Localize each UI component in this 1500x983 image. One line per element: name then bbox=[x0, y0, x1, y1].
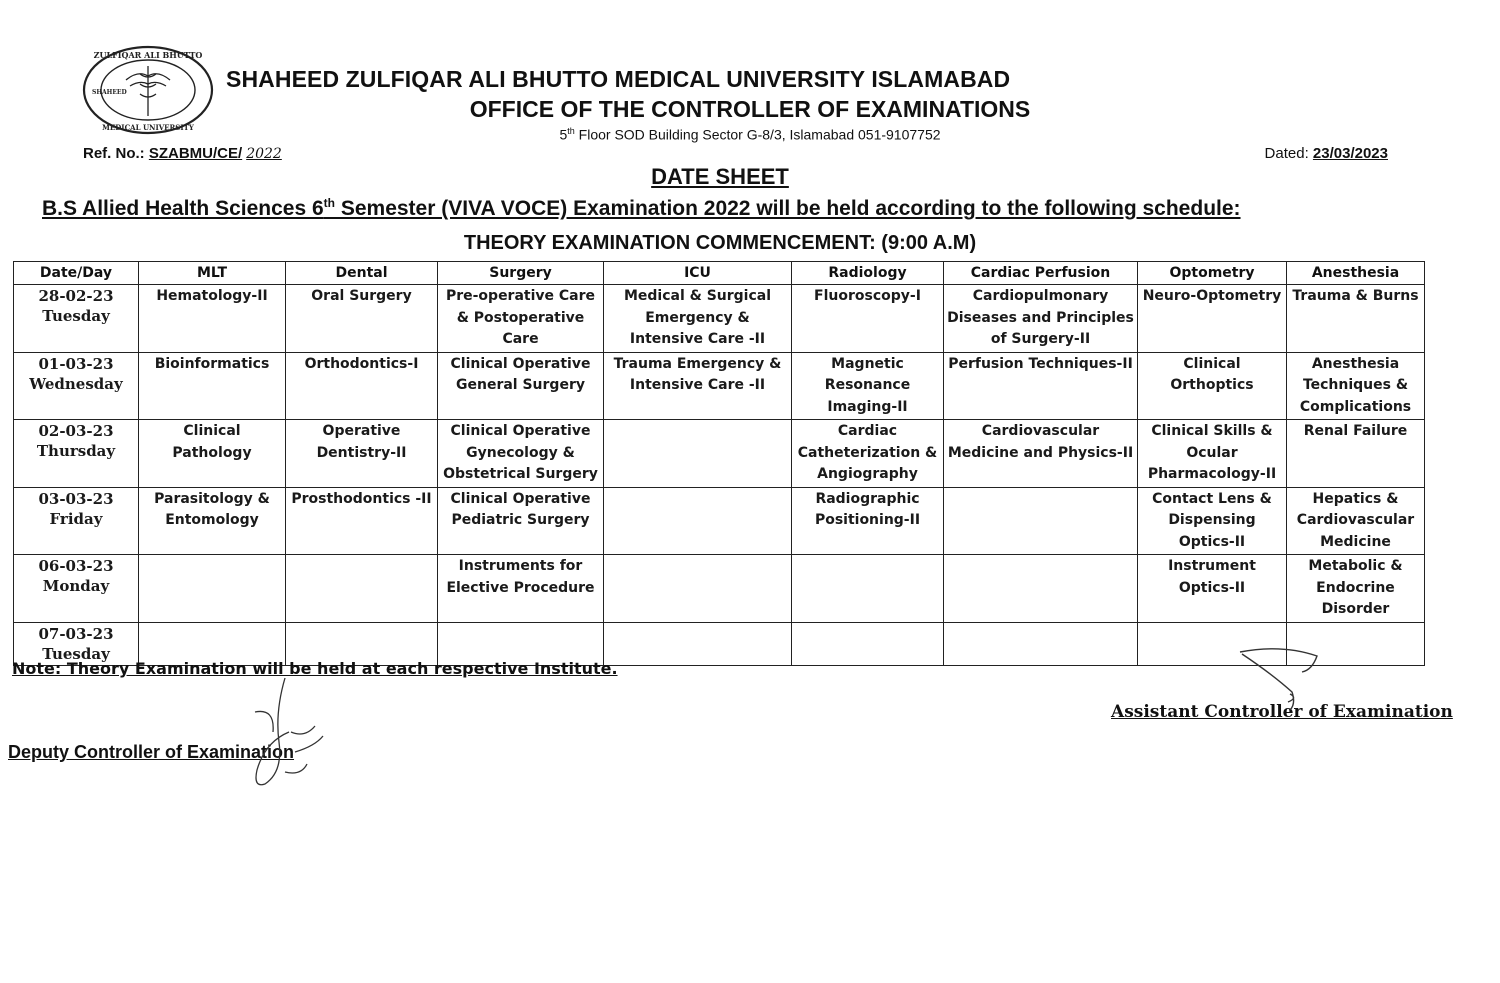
subject-line: Perfusion Techniques-II bbox=[948, 355, 1133, 372]
column-header: Dental bbox=[286, 262, 438, 285]
address-rest: Floor SOD Building Sector G-8/3, Islamabad 051-9107752 bbox=[574, 126, 941, 143]
date-day-cell bbox=[14, 420, 139, 488]
column-header: Surgery bbox=[438, 262, 604, 285]
column-header: ICU bbox=[604, 262, 792, 285]
subject-line: Care bbox=[502, 331, 539, 347]
subject-cell bbox=[139, 555, 286, 623]
subject-line: Clinical Operative bbox=[450, 490, 591, 507]
subject-line: Prosthodontics -II bbox=[291, 490, 432, 507]
office-address bbox=[400, 126, 1100, 143]
subject-line: Trauma Emergency & bbox=[613, 355, 782, 372]
column-header: Cardiac Perfusion bbox=[944, 262, 1138, 285]
subject-line: Optics-II bbox=[1178, 533, 1246, 550]
subject-cell bbox=[792, 622, 944, 665]
subject-line: Endocrine bbox=[1316, 579, 1395, 596]
subject-line: Operative bbox=[322, 423, 401, 439]
deputy-signature-scribble bbox=[245, 672, 335, 792]
subject-cell bbox=[944, 555, 1138, 623]
subject-line: Clinical bbox=[183, 423, 241, 439]
subtitle-part2: Semester (VIVA VOCE) Examination 2022 will be held according to the following schedule: bbox=[335, 197, 1241, 220]
subject-cell bbox=[438, 285, 604, 353]
subject-line: Medicine bbox=[1320, 533, 1391, 550]
exam-day: Friday bbox=[49, 509, 103, 528]
subject-line: Angiography bbox=[817, 466, 918, 482]
subject-cell bbox=[1287, 487, 1425, 555]
subject-line: Instruments for bbox=[458, 558, 583, 574]
subject-line: Gynecology & bbox=[466, 444, 575, 461]
subject-line: Techniques & bbox=[1302, 377, 1409, 393]
subject-line: Clinical Orthoptics bbox=[1170, 355, 1254, 393]
subject-line: Dentistry-II bbox=[316, 444, 407, 461]
subject-cell bbox=[944, 487, 1138, 555]
subject-line: Cardiovascular bbox=[981, 423, 1100, 439]
subject-line: Intensive Care -II bbox=[629, 331, 766, 347]
subject-line: Ocular bbox=[1186, 444, 1238, 461]
subject-line: Imaging-II bbox=[827, 398, 908, 415]
subject-cell bbox=[438, 352, 604, 420]
subject-cell bbox=[944, 352, 1138, 420]
subject-cell bbox=[286, 420, 438, 488]
subject-cell bbox=[1287, 555, 1425, 623]
assistant-controller-signature-label: Assistant Controller of Examination bbox=[1111, 702, 1453, 722]
table-row bbox=[14, 285, 1425, 353]
document-subtitle bbox=[42, 196, 1342, 221]
subject-cell bbox=[792, 555, 944, 623]
reference-number bbox=[83, 145, 282, 162]
subject-cell bbox=[604, 352, 792, 420]
subject-line: Oral Surgery bbox=[311, 288, 412, 304]
subject-line: Contact Lens & bbox=[1152, 490, 1272, 507]
subject-line: Pathology bbox=[172, 444, 252, 461]
subject-line: Clinical Operative bbox=[450, 355, 591, 372]
subject-line: Hepatics & bbox=[1312, 490, 1399, 507]
ref-value: SZABMU/CE/ bbox=[148, 145, 243, 162]
subject-line: Entomology bbox=[165, 512, 259, 528]
university-name: SHAHEED ZULFIQAR ALI BHUTTO MEDICAL UNIVERSITY ISLAMABAD bbox=[226, 66, 1011, 92]
subject-line: Diseases and Principles bbox=[947, 309, 1134, 326]
exam-date: 07-03-23 bbox=[38, 624, 114, 643]
subject-cell bbox=[944, 420, 1138, 488]
date-day-cell bbox=[14, 487, 139, 555]
subject-line: Anesthesia bbox=[1311, 355, 1400, 372]
ref-label: Ref. No.: bbox=[83, 145, 145, 162]
subject-line: Disorder bbox=[1321, 601, 1390, 617]
subject-cell bbox=[438, 487, 604, 555]
date-day-cell bbox=[14, 352, 139, 420]
column-header: Radiology bbox=[792, 262, 944, 285]
subject-cell bbox=[604, 285, 792, 353]
exam-date: 06-03-23 bbox=[38, 557, 114, 575]
subject-cell bbox=[604, 420, 792, 488]
subject-cell bbox=[792, 352, 944, 420]
subject-cell bbox=[792, 420, 944, 488]
subject-cell bbox=[604, 622, 792, 665]
dated-value: 23/03/2023 bbox=[1312, 145, 1388, 162]
subject-line: General Surgery bbox=[456, 377, 585, 393]
subject-cell bbox=[1287, 285, 1425, 353]
subject-line: Metabolic & bbox=[1308, 558, 1403, 574]
subject-line: Fluoroscopy-I bbox=[814, 288, 921, 304]
subject-line: & Postoperative bbox=[456, 309, 585, 326]
subject-line: Magnetic bbox=[831, 355, 904, 372]
deputy-controller-signature-label: Deputy Controller of Examination bbox=[8, 742, 295, 762]
column-header: MLT bbox=[139, 262, 286, 285]
subject-line: Obstetrical Surgery bbox=[443, 466, 598, 482]
table-header-row bbox=[14, 262, 1425, 285]
subject-line: Resonance bbox=[824, 377, 911, 393]
exam-date: 03-03-23 bbox=[38, 489, 114, 508]
subtitle-part1: B.S Allied Health Sciences 6 bbox=[42, 197, 324, 220]
note-text: Note: Theory Examination will be held at each respective Institute. bbox=[12, 659, 618, 678]
subject-cell bbox=[286, 555, 438, 623]
document-title: DATE SHEET bbox=[651, 164, 789, 189]
subject-cell bbox=[438, 555, 604, 623]
subject-line: Medicine and Physics-II bbox=[947, 444, 1134, 461]
subject-line: Intensive Care -II bbox=[629, 377, 766, 393]
subject-cell bbox=[944, 622, 1138, 665]
subject-cell bbox=[1138, 285, 1287, 353]
subject-line: Renal Failure bbox=[1303, 423, 1408, 439]
logo-text-left: SHAHEED bbox=[92, 89, 127, 96]
exam-date: 02-03-23 bbox=[38, 422, 114, 440]
column-header: Optometry bbox=[1138, 262, 1287, 285]
subject-line: Orthodontics-I bbox=[304, 355, 419, 372]
subject-cell bbox=[139, 285, 286, 353]
date-day-cell bbox=[14, 555, 139, 623]
date-sheet-table bbox=[13, 261, 1425, 666]
subject-line: Bioinformatics bbox=[154, 355, 270, 372]
exam-day: Tuesday bbox=[42, 307, 110, 325]
subject-cell bbox=[286, 487, 438, 555]
subject-cell bbox=[1287, 352, 1425, 420]
subject-line: Neuro-Optometry bbox=[1142, 288, 1282, 304]
subject-line: Complications bbox=[1299, 398, 1412, 415]
dated-label: Dated: bbox=[1264, 145, 1309, 162]
subject-line: Emergency & bbox=[645, 309, 750, 326]
subject-cell bbox=[139, 352, 286, 420]
table-row bbox=[14, 352, 1425, 420]
assistant-signature-scribble bbox=[1232, 644, 1332, 714]
subject-line: Instrument bbox=[1168, 558, 1256, 574]
column-header: Anesthesia bbox=[1287, 262, 1425, 285]
subject-line: Optics-II bbox=[1178, 579, 1246, 596]
subject-cell bbox=[438, 420, 604, 488]
subject-cell bbox=[792, 285, 944, 353]
commencement-time: THEORY EXAMINATION COMMENCEMENT: (9:00 A.M) bbox=[463, 232, 977, 254]
subtitle-sup: th bbox=[323, 196, 335, 210]
subject-cell bbox=[1138, 420, 1287, 488]
subject-cell bbox=[604, 487, 792, 555]
office-name: OFFICE OF THE CONTROLLER OF EXAMINATIONS bbox=[469, 96, 1031, 122]
subject-cell bbox=[1138, 352, 1287, 420]
date-day-cell bbox=[14, 285, 139, 353]
subject-cell bbox=[139, 420, 286, 488]
subject-cell bbox=[944, 285, 1138, 353]
exam-day: Wednesday bbox=[29, 374, 123, 393]
logo-text-bottom: MEDICAL UNIVERSITY bbox=[102, 123, 194, 132]
exam-day: Tuesday bbox=[42, 644, 110, 663]
exam-date: 01-03-23 bbox=[38, 354, 114, 373]
subject-line: Hematology-II bbox=[156, 288, 268, 304]
subject-line: Cardiovascular bbox=[1296, 512, 1415, 528]
subject-cell bbox=[286, 285, 438, 353]
subject-line: Radiographic bbox=[815, 490, 920, 507]
subject-cell bbox=[1138, 487, 1287, 555]
table-row bbox=[14, 420, 1425, 488]
subject-line: Catheterization & bbox=[797, 444, 938, 461]
subject-line: Pediatric Surgery bbox=[451, 512, 590, 528]
subject-line: Cardiac bbox=[837, 423, 898, 439]
address-floor-suffix: th bbox=[567, 126, 575, 136]
subject-cell bbox=[139, 487, 286, 555]
subject-cell bbox=[1138, 555, 1287, 623]
ref-handwritten-year: 2022 bbox=[246, 146, 282, 162]
logo-text-top: ZULFIQAR ALI BHUTTO bbox=[93, 50, 203, 60]
address-floor-number: 5 bbox=[559, 126, 568, 143]
subject-line: Pre-operative Care bbox=[445, 288, 596, 304]
subject-line: Trauma & Burns bbox=[1292, 288, 1419, 304]
table-row bbox=[14, 487, 1425, 555]
subject-line: Elective Procedure bbox=[446, 579, 595, 596]
subject-line: Cardiopulmonary bbox=[972, 288, 1109, 304]
exam-date: 28-02-23 bbox=[38, 287, 114, 305]
subject-cell bbox=[792, 487, 944, 555]
subject-line: Clinical Skills & bbox=[1151, 423, 1273, 439]
subject-line: Clinical Operative bbox=[450, 423, 591, 439]
subject-line: Positioning-II bbox=[814, 512, 921, 528]
table-body bbox=[14, 285, 1425, 666]
university-seal-logo bbox=[80, 44, 216, 136]
subject-cell bbox=[604, 555, 792, 623]
column-header: Date/Day bbox=[14, 262, 139, 285]
subject-line: Medical & Surgical bbox=[623, 288, 772, 304]
table-row bbox=[14, 555, 1425, 623]
subject-line: Pharmacology-II bbox=[1147, 466, 1277, 482]
exam-day: Monday bbox=[42, 577, 110, 595]
subject-line: of Surgery-II bbox=[990, 331, 1091, 347]
subject-cell bbox=[1287, 420, 1425, 488]
subject-line: Parasitology & bbox=[154, 490, 270, 507]
subject-cell bbox=[286, 352, 438, 420]
exam-day: Thursday bbox=[36, 442, 116, 460]
date-issued bbox=[1265, 145, 1388, 162]
subject-line: Dispensing bbox=[1168, 512, 1256, 528]
